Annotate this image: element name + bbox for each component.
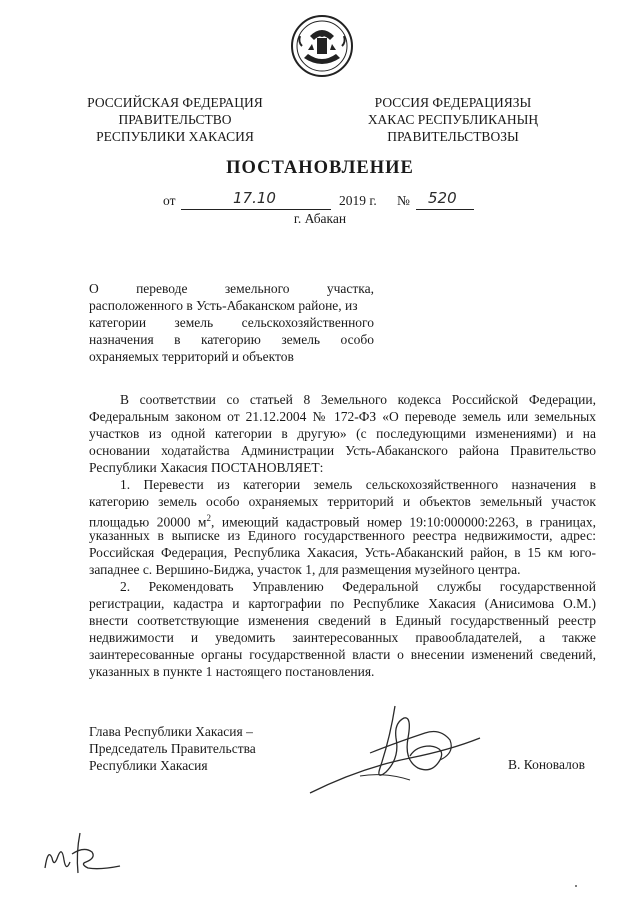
document-title: ПОСТАНОВЛЕНИЕ <box>226 158 414 178</box>
subject-line-4: назначения в категорию земель особо <box>89 332 374 347</box>
header-right <box>348 94 558 145</box>
subject-line-3: категории земель сельскохозяйственного <box>89 315 374 330</box>
p2-line-4: указанных в выписке из Единого государственного реестра недвижимости, адрес: <box>89 528 596 543</box>
p1-line-5: Республики Хакасия ПОСТАНОВЛЯЕТ: <box>89 460 324 475</box>
position-line-2: Председатель Правительства <box>89 741 256 756</box>
p1-line-2: Федеральным законом от 21.12.2004 № 172-ФЗ «О переводе земель или земельных <box>89 409 596 424</box>
city-label: г. Абакан <box>293 211 347 226</box>
p3-line-4: недвижимости и уведомить заинтересованных правообладателей, а также <box>89 630 596 645</box>
header-right-line1: РОССИЯ ФЕДЕРАЦИЯЗЫ <box>374 95 532 110</box>
year-label: 2019 г. <box>339 193 377 208</box>
handwritten-number: 520 <box>428 189 457 207</box>
signatory-name: В. Коновалов <box>508 757 585 772</box>
number-label: № <box>397 193 410 208</box>
signatory-position <box>89 723 256 774</box>
p2-line-3 <box>89 510 596 530</box>
p2-line-5: Российская Федерация, Республика Хакасия, Усть-Абаканский район, в 15 км юго- <box>89 545 596 560</box>
scan-speck <box>575 885 577 887</box>
from-label: от <box>163 193 176 208</box>
coat-of-arms-icon <box>290 14 354 78</box>
p2-line-3-a: площадью 20000 м <box>89 514 207 530</box>
initials-icon <box>40 828 130 878</box>
p2-line-3-b: , имеющий кадастровый номер 19:10:000000:2263, в границах, <box>210 514 596 530</box>
header-left-line3: РЕСПУБЛИКИ ХАКАСИЯ <box>96 129 254 144</box>
subject-line-1: О переводе земельного участка, <box>89 281 374 296</box>
handwritten-date: 17.10 <box>233 189 276 207</box>
p2-line-2: категорию земель особо охраняемых территорий и объектов земельный участок <box>89 494 596 509</box>
header-left <box>70 94 280 145</box>
header-right-line2: ХАКАС РЕСПУБЛИКАНЫҢ <box>367 112 539 127</box>
p1-line-4: основании ходатайства Администрации Усть-Абаканского района Правительство <box>89 443 596 458</box>
p1-line-3: участков из одной категории в другую» (с последующими изменениями) и на <box>89 426 596 441</box>
header-right-line3: ПРАВИТЕЛЬСТВОЗЫ <box>387 129 519 144</box>
position-line-3: Республики Хакасия <box>89 758 208 773</box>
p3-line-5: заинтересованные органы государственной власти о внесении изменений сведений, <box>89 647 596 662</box>
signature-icon <box>300 698 490 803</box>
p3-line-2: регистрации, кадастра и картографии по Республике Хакасия (Анисимова О.М.) <box>89 596 596 611</box>
p3-line-1: 2. Рекомендовать Управлению Федеральной службы государственной <box>120 579 596 594</box>
p2-line-3-sup: 2 <box>206 513 211 523</box>
position-line-1: Глава Республики Хакасия – <box>89 724 253 739</box>
subject-block <box>89 280 374 365</box>
header-left-line1: РОССИЙСКАЯ ФЕДЕРАЦИЯ <box>87 95 263 110</box>
p2-line-6: западнее с. Вершино-Биджа, участок 1, для размещения музейного центра. <box>89 562 521 577</box>
p3-line-3: внести соответствующие изменения сведений в Единый государственный реестр <box>89 613 596 628</box>
p3-line-6: указанных в пункте 1 настоящего постановления. <box>89 664 375 679</box>
document-body <box>89 391 596 680</box>
p1-line-1: В соответствии со статьей 8 Земельного кодекса Российской Федерации, <box>120 392 596 407</box>
subject-line-2: расположенного в Усть-Абаканском районе, из <box>89 298 358 313</box>
header-left-line2: ПРАВИТЕЛЬСТВО <box>118 112 232 127</box>
subject-line-5: охраняемых территорий и объектов <box>89 349 294 364</box>
p2-line-1: 1. Перевести из категории земель сельскохозяйственного назначения в <box>120 477 596 492</box>
